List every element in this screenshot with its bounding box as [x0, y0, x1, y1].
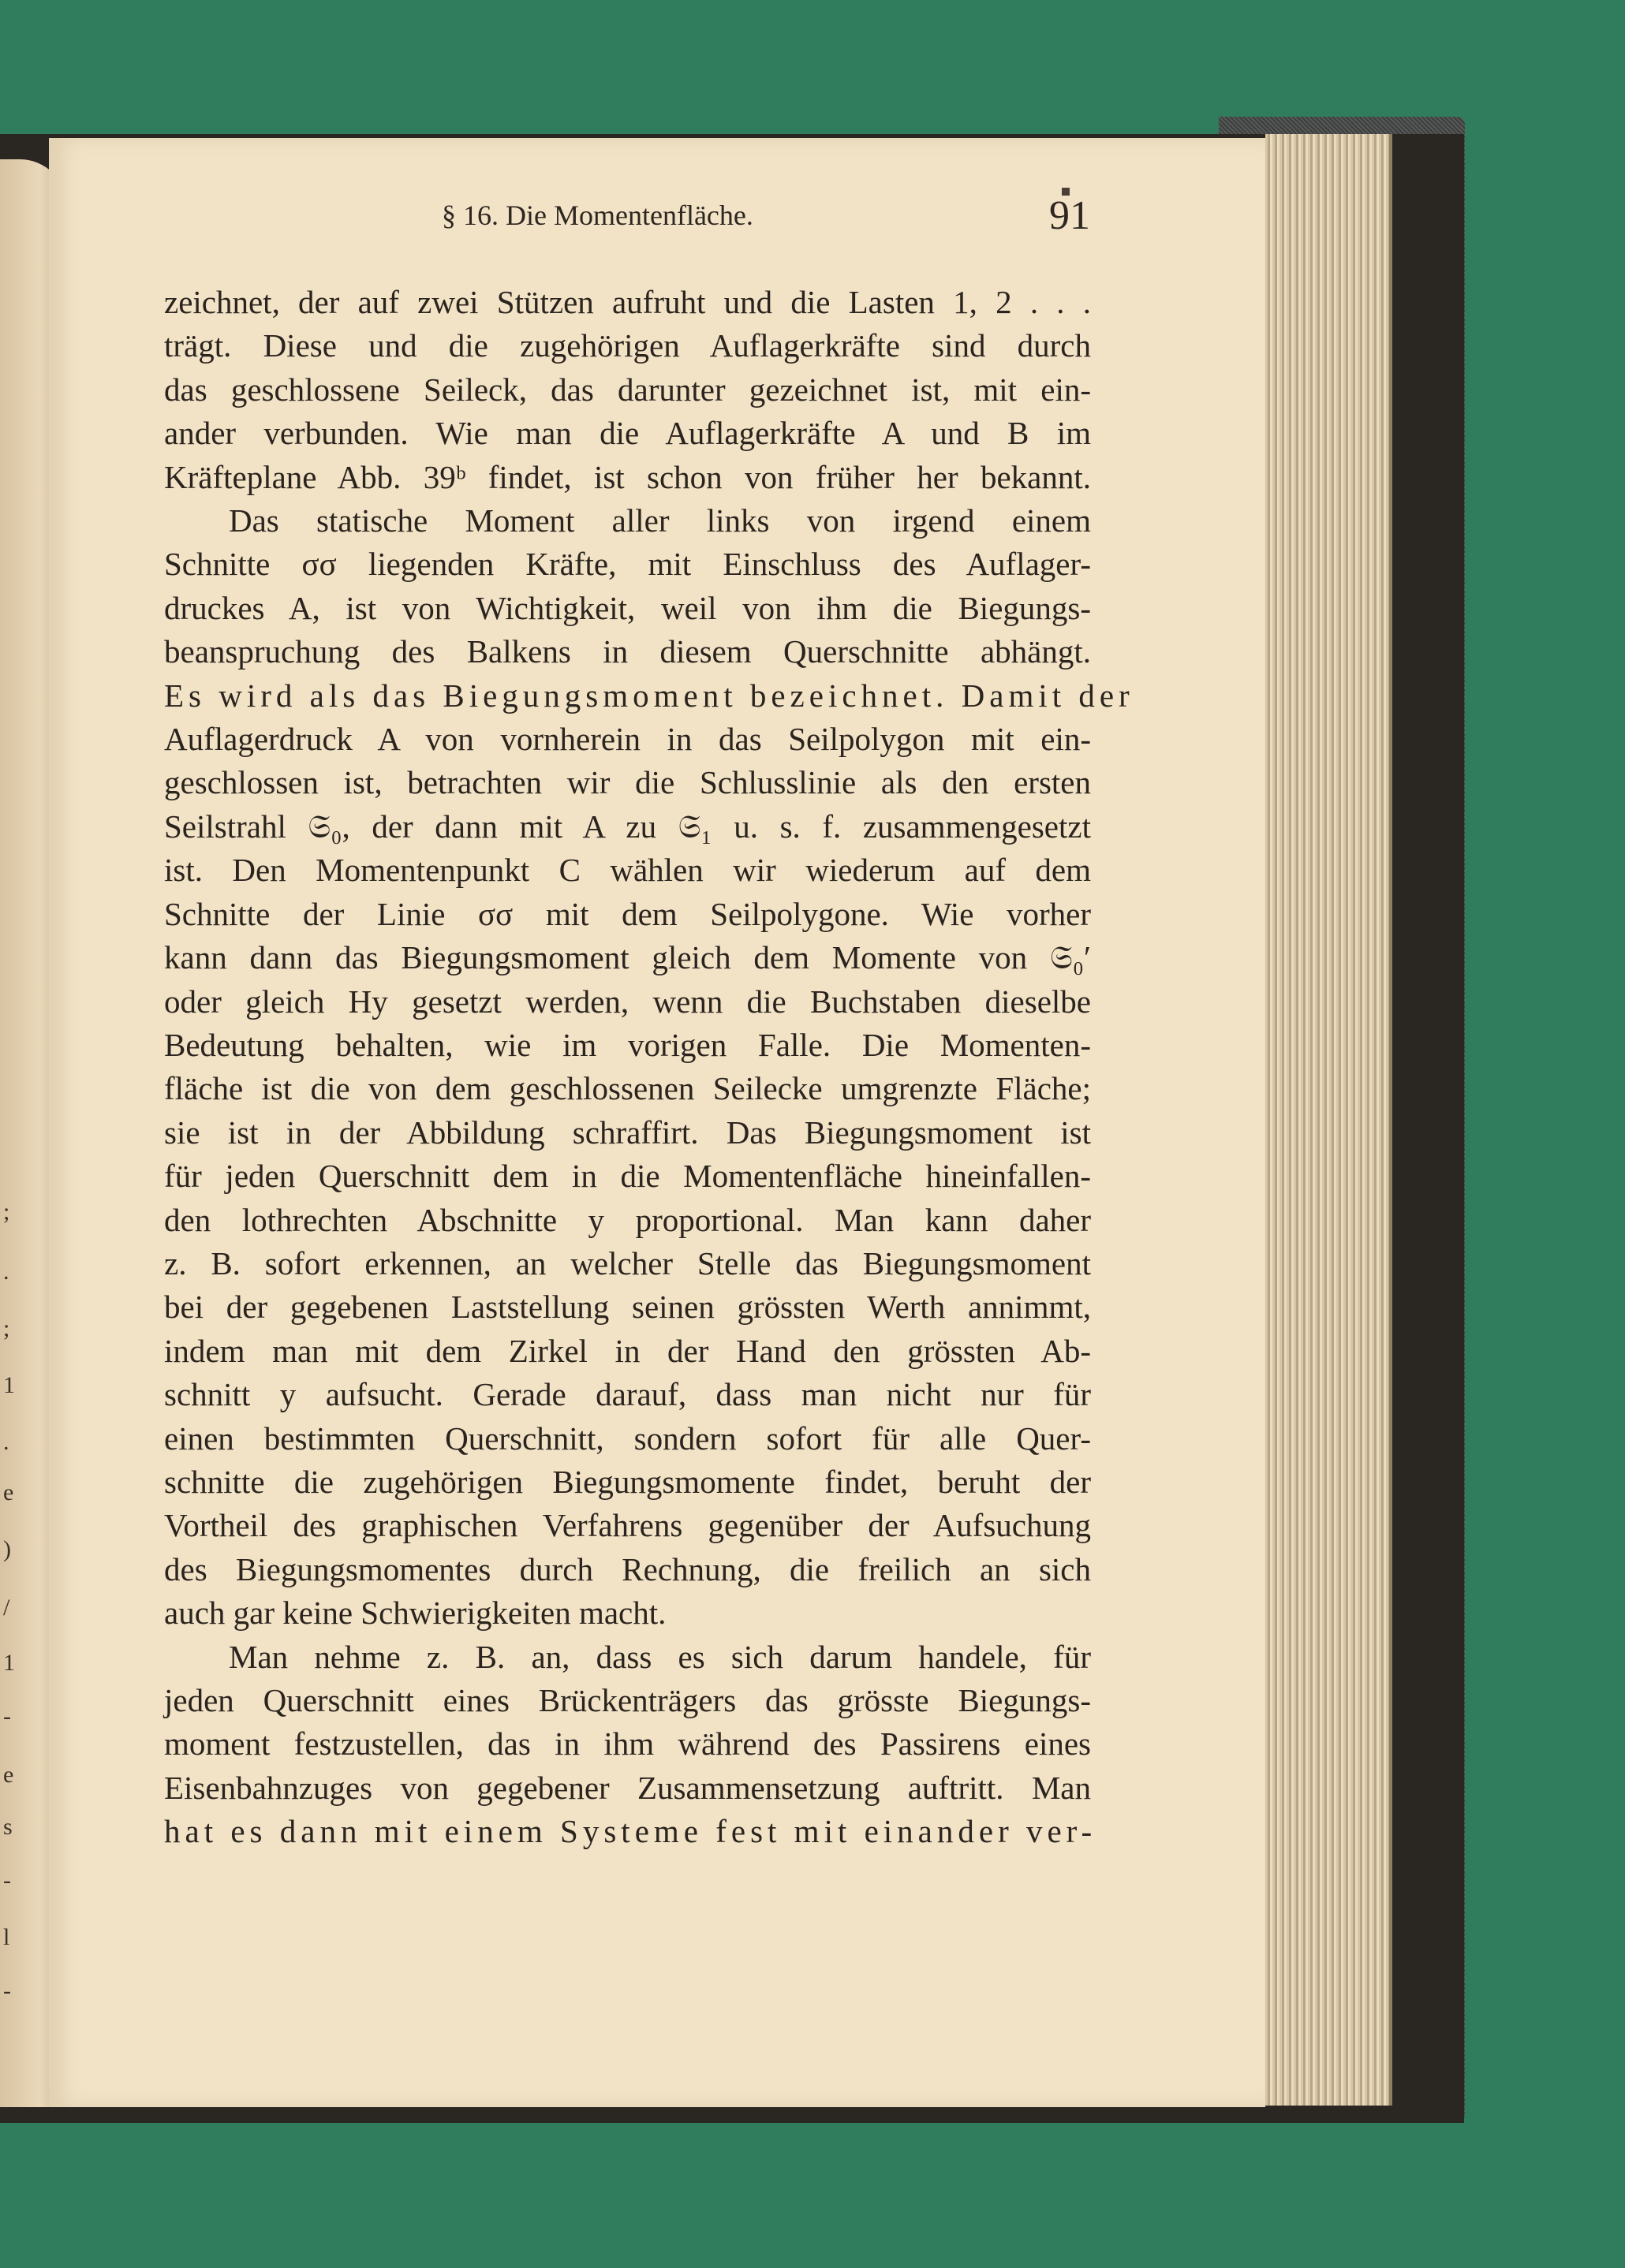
- margin-mark: ;: [3, 1199, 10, 1225]
- text-line: Seilstrahl 𝔖₀, der dann mit A zu 𝔖₁ u. s. f. zusammengesetzt: [164, 808, 1091, 845]
- text-line: für jeden Querschnitt dem in die Momentenfläche hineinfallen-: [164, 1158, 1091, 1195]
- text-line: Eisenbahnzuges von gegebener Zusammensetzung auftritt. Man: [164, 1769, 1091, 1806]
- margin-mark: ): [3, 1536, 11, 1562]
- margin-mark: e: [3, 1762, 14, 1788]
- section-title: § 16. Die Momentenfläche.: [442, 200, 753, 231]
- margin-mark: 1: [3, 1372, 15, 1398]
- margin-mark: l: [3, 1924, 10, 1950]
- margin-mark: .: [3, 1429, 9, 1455]
- text-line: den lothrechten Abschnitte y proportional. Man kann daher: [164, 1201, 1091, 1238]
- margin-mark: 1: [3, 1650, 15, 1676]
- text-line: Kräfteplane Abb. 39ᵇ findet, ist schon von früher her bekannt.: [164, 458, 1091, 495]
- margin-mark: /: [3, 1595, 10, 1621]
- text-line: das geschlossene Seileck, das darunter gezeichnet ist, mit ein-: [164, 371, 1091, 408]
- margin-mark: .: [3, 1259, 9, 1285]
- text-line: Man nehme z. B. an, dass es sich darum handele, für: [229, 1638, 1091, 1675]
- text-line: Das statische Moment aller links von irgend einem: [229, 502, 1091, 539]
- text-line: Bedeutung behalten, wie im vorigen Falle. Die Momenten-: [164, 1026, 1091, 1063]
- margin-mark: s: [3, 1814, 13, 1840]
- text-line: sie ist in der Abbildung schraffirt. Das Biegungsmoment ist: [164, 1113, 1091, 1151]
- text-line: beanspruchung des Balkens in diesem Querschnitte abhängt.: [164, 633, 1091, 670]
- text-line: auch gar keine Schwierigkeiten macht.: [164, 1595, 667, 1632]
- text-line: moment festzustellen, das in ihm während des Passirens eines: [164, 1725, 1091, 1763]
- text-line: bei der gegebenen Laststellung seinen grössten Werth annimmt,: [164, 1289, 1091, 1326]
- text-line: Vortheil des graphischen Verfahrens gegenüber der Aufsuchung: [164, 1507, 1091, 1544]
- text-line: z. B. sofort erkennen, an welcher Stelle das Biegungsmoment: [164, 1244, 1091, 1281]
- body-text: [164, 281, 1134, 1854]
- text-line: ist. Den Momentenpunkt C wählen wir wiederum auf dem: [164, 852, 1091, 889]
- margin-mark: -: [3, 1703, 11, 1729]
- text-line: Auflagerdruck A von vornherein in das Seilpolygon mit ein-: [164, 721, 1091, 758]
- margin-mark: e: [3, 1479, 14, 1505]
- margin-mark: -: [3, 1867, 11, 1893]
- text-line: schnitte die zugehörigen Biegungsmomente findet, beruht der: [164, 1463, 1091, 1500]
- text-line: Es wird als das Biegungsmoment bezeichnet. Damit der: [164, 677, 1134, 714]
- text-line: oder gleich Hy gesetzt werden, wenn die Buchstaben dieselbe: [164, 983, 1091, 1020]
- text-line: kann dann das Biegungsmoment gleich dem Momente von 𝔖₀′: [164, 939, 1091, 976]
- page-edges: [1265, 134, 1392, 2106]
- margin-mark: -: [3, 1978, 11, 2004]
- text-line: geschlossen ist, betrachten wir die Schlusslinie als den ersten: [164, 764, 1091, 801]
- text-line: hat es dann mit einem Systeme fest mit einander ver-: [164, 1813, 1097, 1850]
- text-line: indem man mit dem Zirkel in der Hand den grössten Ab-: [164, 1332, 1091, 1369]
- text-line: des Biegungsmomentes durch Rechnung, die freilich an sich: [164, 1550, 1091, 1587]
- text-line: ander verbunden. Wie man die Auflagerkräfte A und B im: [164, 415, 1091, 452]
- text-line: Schnitte der Linie σσ mit dem Seilpolygone. Wie vorher: [164, 895, 1091, 932]
- text-line: zeichnet, der auf zwei Stützen aufruht und die Lasten 1, 2 . . .: [164, 284, 1091, 320]
- margin-mark: ;: [3, 1315, 10, 1341]
- text-line: jeden Querschnitt eines Brückenträgers das grösste Biegungs-: [164, 1682, 1091, 1718]
- page-number: 91: [1049, 193, 1090, 238]
- text-line: fläche ist die von dem geschlossenen Seilecke umgrenzte Fläche;: [164, 1070, 1091, 1107]
- text-line: Schnitte σσ liegenden Kräfte, mit Einschluss des Auflager-: [164, 546, 1091, 583]
- text-line: einen bestimmten Querschnitt, sondern sofort für alle Quer-: [164, 1419, 1091, 1457]
- text-line: druckes A, ist von Wichtigkeit, weil von ihm die Biegungs-: [164, 589, 1091, 626]
- text-line: trägt. Diese und die zugehörigen Auflagerkräfte sind durch: [164, 327, 1091, 364]
- text-line: schnitt y aufsucht. Gerade darauf, dass man nicht nur für: [164, 1376, 1091, 1413]
